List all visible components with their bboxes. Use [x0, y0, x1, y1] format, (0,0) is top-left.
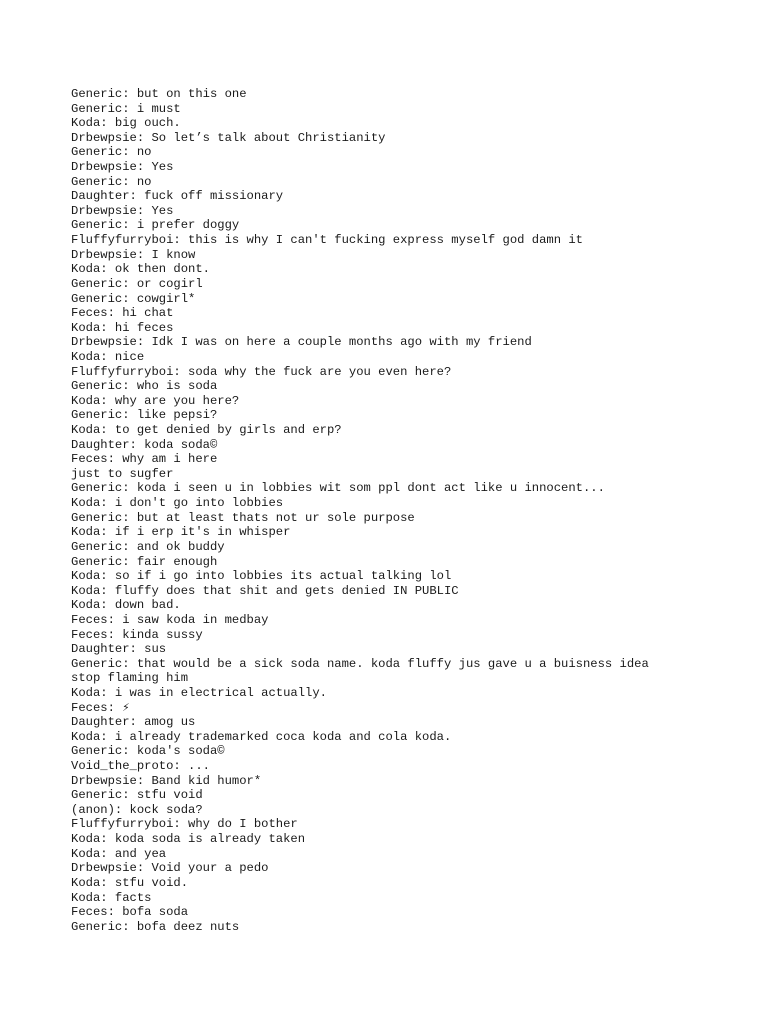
chat-line: stop flaming him [71, 671, 189, 686]
chat-line: Koda: down bad. [71, 598, 181, 613]
chat-line: Koda: why are you here? [71, 393, 240, 408]
chat-line: Generic: no [71, 174, 152, 189]
chat-line: Generic: stfu void [71, 788, 203, 803]
chat-line: just to sugfer [71, 466, 174, 481]
chat-line: Daughter: koda soda© [71, 437, 218, 452]
chat-line: Generic: i must [71, 101, 181, 116]
chat-line: Generic: no [71, 145, 152, 160]
chat-line: Fluffyfurryboi: why do I bother [71, 817, 298, 832]
chat-line: Drbewpsie: I know [71, 247, 196, 262]
chat-line: Daughter: fuck off missionary [71, 189, 284, 204]
chat-line: Fluffyfurryboi: this is why I can't fucking express myself god damn it [71, 233, 583, 248]
chat-line: Generic: cowgirl* [71, 291, 196, 306]
chat-line: Koda: so if i go into lobbies its actual talking lol [71, 569, 452, 584]
chat-line: Drbewpsie: Void your a pedo [71, 861, 269, 876]
chat-line: Feces: i saw koda in medbay [71, 612, 269, 627]
chat-line: Koda: to get denied by girls and erp? [71, 423, 342, 438]
chat-line: Generic: but at least thats not ur sole purpose [71, 510, 415, 525]
chat-line: Generic: that would be a sick soda name. koda fluffy jus gave u a buisness idea [71, 656, 649, 671]
chat-line: Koda: i was in electrical actually. [71, 685, 327, 700]
chat-line: Feces: ⚡ [71, 700, 130, 715]
chat-line: Koda: and yea [71, 846, 167, 861]
chat-transcript [71, 87, 761, 934]
chat-line: Daughter: sus [71, 642, 167, 657]
chat-line: Feces: hi chat [71, 306, 174, 321]
chat-line: Feces: why am i here [71, 452, 218, 467]
chat-line: Koda: facts [71, 890, 152, 905]
chat-line: Fluffyfurryboi: soda why the fuck are you even here? [71, 364, 452, 379]
chat-line: Drbewpsie: Band kid humor* [71, 773, 262, 788]
chat-line: Koda: fluffy does that shit and gets denied IN PUBLIC [71, 583, 459, 598]
chat-line: Feces: kinda sussy [71, 627, 203, 642]
chat-line: Void_the_proto: ... [71, 759, 210, 774]
chat-line: Drbewpsie: Yes [71, 160, 174, 175]
chat-line: Generic: koda's soda© [71, 744, 225, 759]
chat-line: Koda: if i erp it's in whisper [71, 525, 291, 540]
chat-line: Generic: koda i seen u in lobbies wit som ppl dont act like u innocent... [71, 481, 605, 496]
chat-line: Generic: bofa deez nuts [71, 919, 240, 934]
chat-line: Koda: stfu void. [71, 875, 189, 890]
chat-line: Daughter: amog us [71, 715, 196, 730]
chat-line: Generic: or cogirl [71, 276, 203, 291]
chat-line: Generic: fair enough [71, 554, 218, 569]
chat-line: Generic: but on this one [71, 87, 247, 101]
chat-line: Koda: ok then dont. [71, 262, 210, 277]
chat-line: Koda: i don't go into lobbies [71, 496, 284, 511]
chat-line: Drbewpsie: Idk I was on here a couple months ago with my friend [71, 335, 532, 350]
chat-line: Drbewpsie: So let’s talk about Christianity [71, 130, 386, 145]
chat-line: Koda: koda soda is already taken [71, 832, 306, 847]
chat-line: Drbewpsie: Yes [71, 203, 174, 218]
chat-line: (anon): kock soda? [71, 802, 203, 817]
chat-line: Generic: i prefer doggy [71, 218, 240, 233]
chat-line: Generic: who is soda [71, 379, 218, 394]
chat-line: Koda: nice [71, 349, 145, 364]
chat-line: Koda: i already trademarked coca koda and cola koda. [71, 729, 452, 744]
chat-line: Generic: and ok buddy [71, 539, 225, 554]
chat-line: Feces: bofa soda [71, 905, 189, 920]
chat-line: Generic: like pepsi? [71, 408, 218, 423]
chat-line: Koda: hi feces [71, 320, 174, 335]
chat-line: Koda: big ouch. [71, 116, 181, 131]
